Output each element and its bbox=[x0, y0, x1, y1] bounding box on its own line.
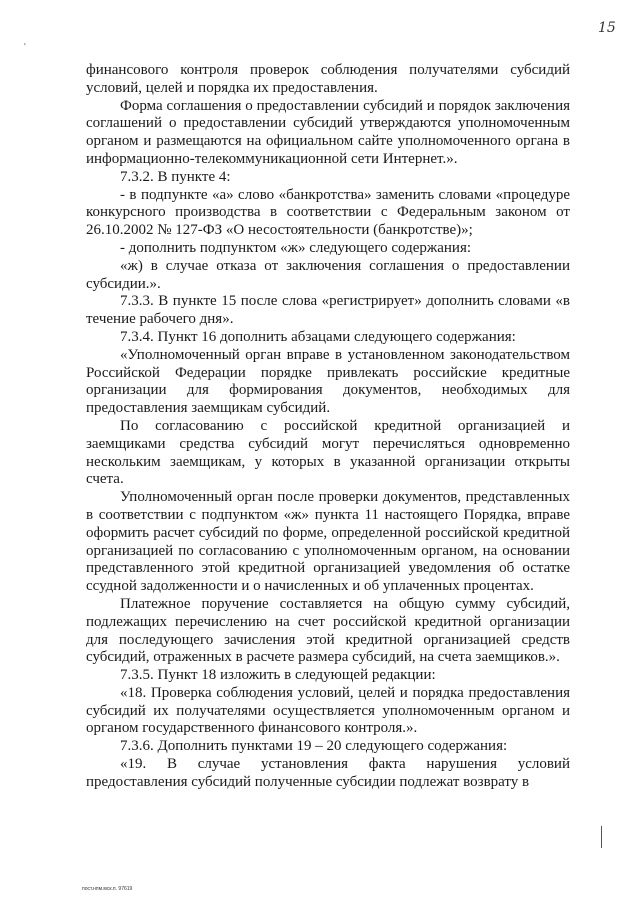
margin-mark bbox=[601, 826, 602, 848]
paragraph: - дополнить подпунктом «ж» следующего содержания: bbox=[120, 239, 472, 256]
paragraph: 7.3.6. Дополнить пунктами 19 – 20 следующего содержания: bbox=[120, 738, 508, 755]
paragraph: Уполномоченный орган после проверки документов, представленных в соответствии с подпунктом «ж» пункта 11 настоящего Порядка, вправе оформить расчет субсидий по форме, определенной российской кредитной организацией по согласованию с уполномоченным органом, на основании представленного этой кредитной организацией уведомления об остатке ссудной задолженности и о начисленных и об уплаченных процентах. bbox=[86, 489, 570, 595]
paragraph: По согласованию с российской кредитной организацией и заемщиками средства субсидий могут перечисляться одновременно нескольким заемщикам, у которых в указанной организации открыты счета. bbox=[86, 417, 570, 488]
paragraph: Платежное поручение составляется на общую сумму субсидий, подлежащих перечислению на счет российской кредитной организации для последующего зачисления этой кредитной организацией средств субсидий, отраженных в расчете размера субсидий, на счета заемщиков.». bbox=[86, 595, 570, 666]
document-body bbox=[86, 62, 570, 792]
paragraph: Форма соглашения о предоставлении субсидий и порядок заключения соглашений о предоставлении субсидий утверждаются уполномоченным органом и размещаются на официальном сайте уполномоченного органа в информационно-телекоммуникационной сети Интернет.». bbox=[86, 97, 570, 167]
scan-mark: ' bbox=[24, 42, 26, 53]
page-number: 15 bbox=[598, 20, 616, 36]
paragraph: 7.3.3. В пункте 15 после слова «регистрирует» дополнить словами «в течение рабочего дня». bbox=[86, 293, 570, 328]
paragraph: «Уполномоченный орган вправе в установленном законодательством Российской Федерации порядке привлекать российские кредитные организации для формирования документов, необходимых для предоставления заемщикам субсидий. bbox=[86, 346, 570, 417]
paragraph: «18. Проверка соблюдения условий, целей и порядка предоставления субсидий их получателями осуществляется уполномоченным органом и органом государственного финансового контроля.». bbox=[86, 684, 570, 737]
footer-code: пост.нпм.мск.п. 97619 bbox=[82, 886, 133, 892]
paragraph: «ж) в случае отказа от заключения соглашения о предоставлении субсидии.». bbox=[86, 257, 570, 292]
paragraph: финансового контроля проверок соблюдения получателями субсидий условий, целей и порядка их предоставления. bbox=[86, 62, 570, 96]
paragraph: 7.3.2. В пункте 4: bbox=[120, 168, 231, 185]
paragraph: 7.3.4. Пункт 16 дополнить абзацами следующего содержания: bbox=[120, 328, 516, 345]
paragraph: «19. В случае установления факта нарушения условий предоставления субсидий полученные субсидии подлежат возврату в bbox=[86, 756, 570, 790]
paragraph: 7.3.5. Пункт 18 изложить в следующей редакции: bbox=[120, 667, 436, 684]
paragraph: - в подпункте «а» слово «банкротства» заменить словами «процедуре конкурсного производства в соответствии с Федеральным законом от 26.10.2002 № 127-ФЗ «О несостоятельности (банкротстве)»; bbox=[86, 186, 570, 239]
